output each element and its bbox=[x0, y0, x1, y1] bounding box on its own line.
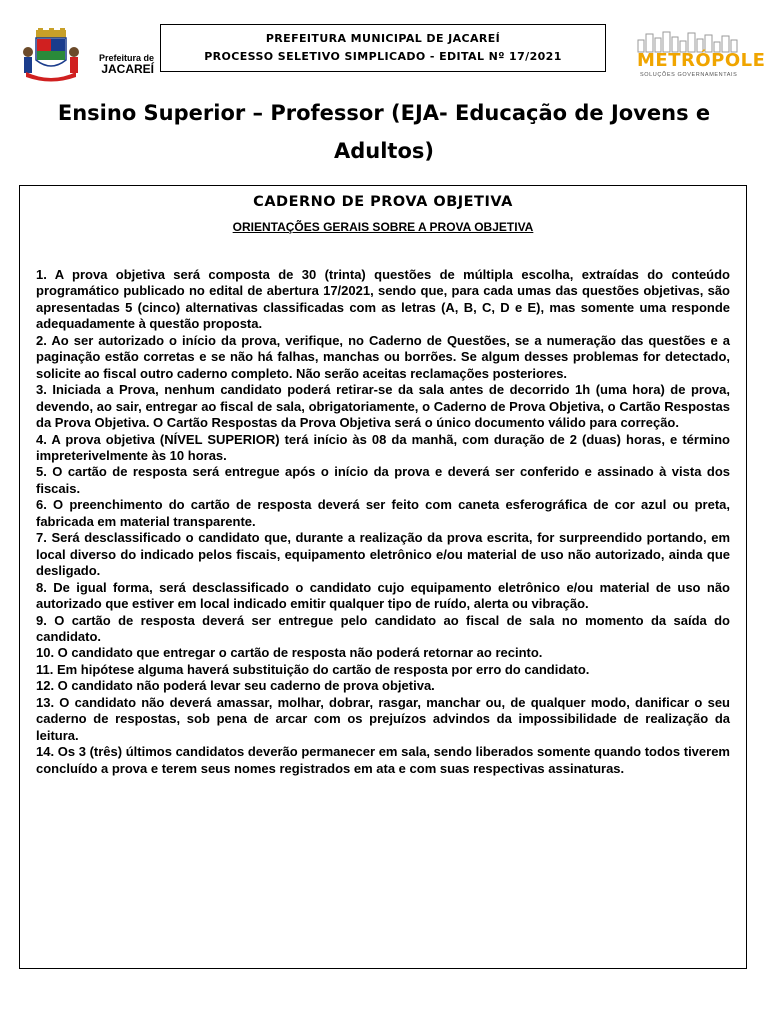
instruction-item: 7. Será desclassificado o candidato que, durante a realização da prova escrita, for surpreendido portando, em local diverso do indicado pelos fiscais, equipamento eletrônico e/ou material de uso não autorizado, ainda que desligado. bbox=[36, 530, 730, 579]
instruction-item: 10. O candidato que entregar o cartão de resposta não poderá retornar ao recinto. bbox=[36, 645, 543, 661]
instruction-item: 2. Ao ser autorizado o início da prova, verifique, no Caderno de Questões, se a numeração das questões e a paginação estão corretas e se não há falhas, manchas ou borrões. Se algum desses problemas for detectado, solicite ao fiscal outro caderno completo. Não serão aceitas reclamações posteriores. bbox=[36, 332, 730, 381]
page-header bbox=[0, 0, 768, 92]
metropole-logo bbox=[632, 30, 766, 86]
instruction-item: 11. Em hipótese alguma haverá substituição do cartão de resposta por erro do candidato. bbox=[36, 661, 590, 677]
instruction-item: 12. O candidato não poderá levar seu caderno de prova objetiva. bbox=[36, 678, 435, 694]
logo-left-line1: Prefeitura de bbox=[98, 53, 154, 63]
instruction-item: 8. De igual forma, será desclassificado o candidato cujo equipamento eletrônico e/ou material de uso não autorizado que estiver em local indicado emitir qualquer tipo de ruído, alerta ou vibração. bbox=[36, 579, 730, 612]
instruction-item: 13. O candidato não deverá amassar, molhar, dobrar, rasgar, manchar ou, de qualquer modo, danificar o seu caderno de respostas, sob pena de arcar com os prejuízos advindos da impossibilidade de realização da leitura. bbox=[36, 694, 730, 743]
box-heading: CADERNO DE PROVA OBJETIVA bbox=[253, 194, 513, 210]
header-line1: PREFEITURA MUNICIPAL DE JACAREÍ bbox=[265, 32, 501, 45]
instruction-item: 6. O preenchimento do cartão de resposta deverá ser feito com caneta esferográfica de cor azul ou preta, fabricada em material transparente. bbox=[36, 497, 730, 529]
coat-of-arms-icon bbox=[22, 28, 82, 82]
instruction-item: 3. Iniciada a Prova, nenhum candidato poderá retirar-se da sala antes de decorrido 1h (uma hora) de prova, devendo, ao sair, entregar ao fiscal de sala, obrigatoriamente, o Caderno de Prova Objetiva, o Cartão Respostas da Prova Objetiva. O Cartão Respostas da Prova Objetiva será o único documento válido para correção. bbox=[36, 382, 730, 431]
header-line2: PROCESSO SELETIVO SIMPLICADO - EDITAL Nº 17/2021 bbox=[204, 50, 562, 63]
instruction-item: 14. Os 3 (três) últimos candidatos deverão permanecer em sala, sendo liberados somente quando todos tiverem concluído a prova e terem seus nomes registrados em ata e com suas respectivas assinaturas. bbox=[36, 744, 730, 776]
prefeitura-logo bbox=[22, 28, 154, 82]
logo-left-line2: JACAREÍ bbox=[101, 62, 154, 77]
instruction-item: 4. A prova objetiva (NÍVEL SUPERIOR) terá início às 08 da manhã, com duração de 2 (duas) horas, e término impreterivelmente às 10 horas. bbox=[36, 431, 730, 463]
instruction-item: 5. O cartão de resposta será entregue após o início da prova e deverá ser conferido e assinado à vista dos fiscais. bbox=[36, 464, 730, 496]
instruction-item: 1. A prova objetiva será composta de 30 (trinta) questões de múltipla escolha, extraídas do conteúdo programático publicado no edital de abertura 17/2021, sendo que, para cada umas das questões objetivas, são apresentadas 5 (cinco) alternativas classificadas com as letras (A, B, C, D e E), mas somente uma responde adequadamente à questão proposta. bbox=[36, 267, 730, 332]
page-title: Ensino Superior – Professor (EJA- Educação de Jovens e Adultos) bbox=[57, 101, 711, 163]
metropole-tagline: SOLUÇÕES GOVERNAMENTAIS bbox=[640, 72, 738, 78]
instructions-box bbox=[19, 185, 747, 969]
instructions-list bbox=[36, 267, 730, 777]
box-subheading: ORIENTAÇÕES GERAIS SOBRE A PROVA OBJETIVA bbox=[232, 220, 534, 234]
instruction-item: 9. O cartão de resposta deverá ser entregue pelo candidato ao fiscal de sala no momento da saída do candidato. bbox=[36, 612, 730, 644]
metropole-name: METRÓPOLE bbox=[637, 50, 766, 71]
header-title-box bbox=[160, 24, 606, 72]
